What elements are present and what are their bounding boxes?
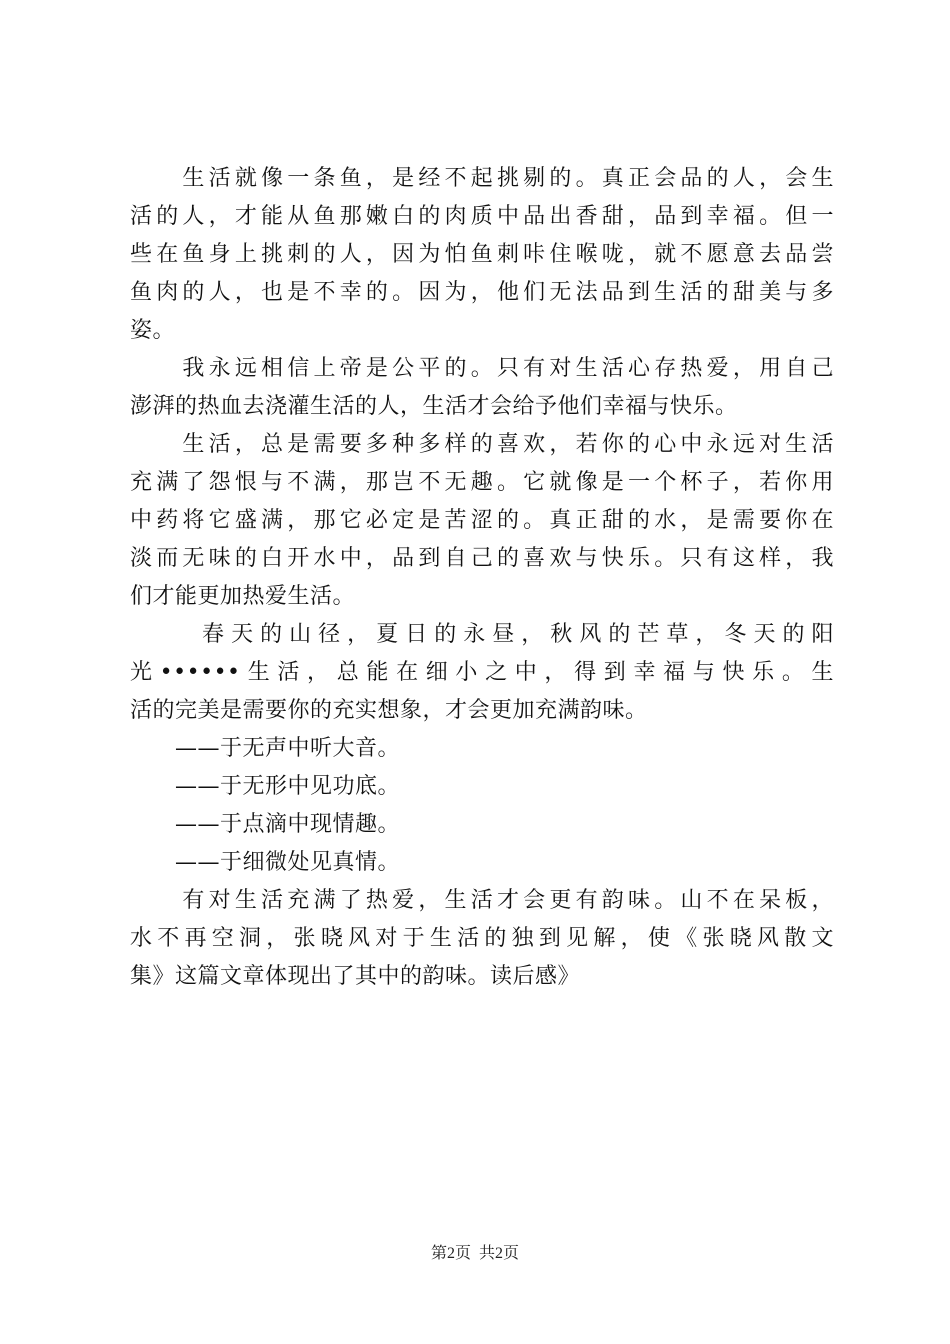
paragraph-2: [130, 350, 834, 426]
text-line: ——于无形中见功底。: [130, 774, 401, 799]
text-line: 生活，总是需要多种多样的喜欢，若你的心中永远对生活: [130, 432, 834, 457]
text-line: 淡而无味的白开水中，品到自己的喜欢与快乐。只有这样，我: [130, 546, 834, 571]
text-line: 活的完美是需要你的充实想象，才会更加充满韵味。: [130, 698, 648, 723]
text-line: 光••••••生活，总能在细小之中，得到幸福与快乐。生: [130, 660, 834, 685]
paragraph-4: [130, 616, 834, 730]
paragraph-final: [130, 882, 834, 996]
page-number: 第2页: [430, 1245, 471, 1262]
quote-line-4: [130, 844, 834, 882]
paragraph-3: [130, 426, 834, 616]
text-line: 春天的山径，夏日的永昼，秋风的芒草，冬天的阳: [130, 622, 834, 647]
text-line: 生活就像一条鱼，是经不起挑剔的。真正会品的人，会生: [130, 166, 834, 191]
text-line: 澎湃的热血去浇灌生活的人，生活才会给予他们幸福与快乐。: [130, 394, 738, 419]
document-body: [130, 160, 834, 996]
text-line: 水不再空洞，张晓风对于生活的独到见解，使《张晓风散文: [130, 926, 834, 951]
page-total: 共2页: [479, 1245, 520, 1262]
quote-line-2: [130, 768, 834, 806]
text-line: 些在鱼身上挑刺的人，因为怕鱼刺咔住喉咙，就不愿意去品尝: [130, 242, 834, 267]
text-line: 集》这篇文章体现出了其中的韵味。读后感》: [130, 964, 581, 989]
text-line: 有对生活充满了热爱，生活才会更有韵味。山不在呆板，: [130, 888, 834, 913]
quote-line-3: [130, 806, 834, 844]
text-line: ——于细微处见真情。: [130, 850, 401, 875]
text-line: 充满了怨恨与不满，那岂不无趣。它就像是一个杯子，若你用: [130, 470, 834, 495]
quote-line-1: [130, 730, 834, 768]
text-line: ——于点滴中现情趣。: [130, 812, 401, 837]
text-line: 活的人，才能从鱼那嫩白的肉质中品出香甜，品到幸福。但一: [130, 204, 834, 229]
text-line: 鱼肉的人，也是不幸的。因为，他们无法品到生活的甜美与多: [130, 280, 834, 305]
text-line: 我永远相信上帝是公平的。只有对生活心存热爱，用自己: [130, 356, 834, 381]
text-line: ——于无声中听大音。: [130, 736, 401, 761]
text-line: 姿。: [130, 318, 176, 343]
paragraph-1: [130, 160, 834, 350]
text-line: 们才能更加热爱生活。: [130, 584, 356, 609]
page-footer: [0, 1240, 950, 1263]
text-line: 中药将它盛满，那它必定是苦涩的。真正甜的水，是需要你在: [130, 508, 834, 533]
